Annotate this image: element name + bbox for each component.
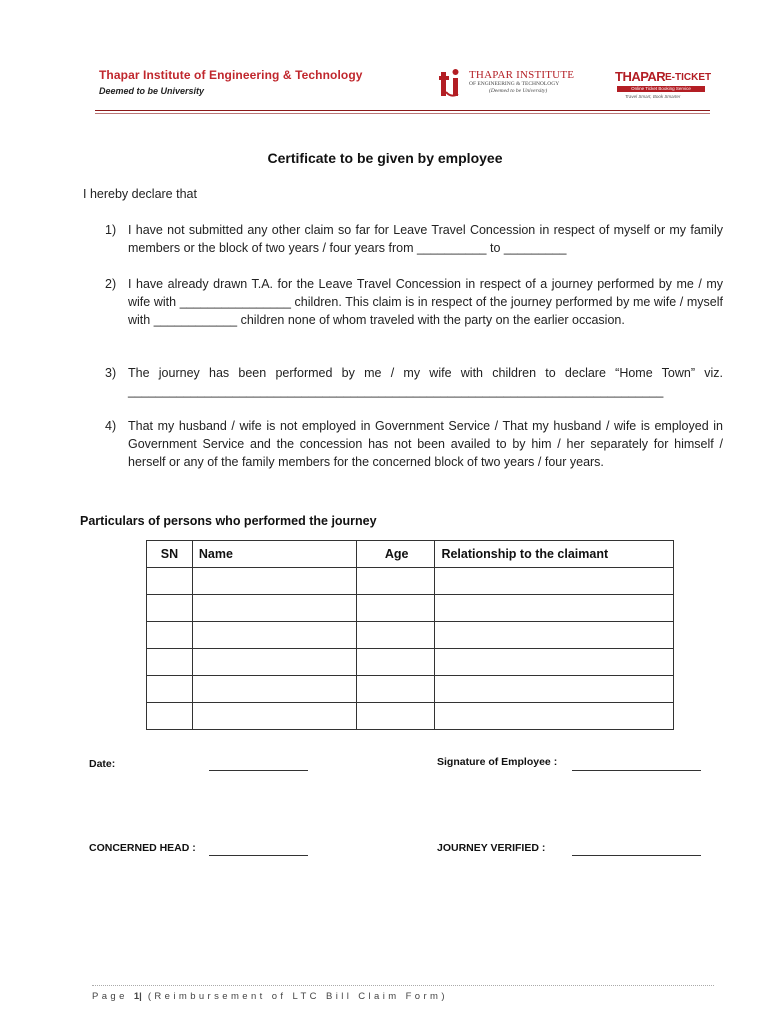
cell-relationship[interactable] xyxy=(435,568,674,595)
thapar-eticket-logo xyxy=(615,69,712,105)
ti-logo-title: THAPAR INSTITUTE xyxy=(469,69,575,81)
ti-logo-line1: OF ENGINEERING & TECHNOLOGY xyxy=(469,81,560,87)
concerned-head-label: CONCERNED HEAD : xyxy=(89,842,196,854)
employee-signature-label: Signature of Employee : xyxy=(437,756,558,768)
cell-name[interactable] xyxy=(192,649,356,676)
cell-age[interactable] xyxy=(356,622,435,649)
ti-logo-line2: (Deemed to be University) xyxy=(489,88,548,94)
particulars-heading: Particulars of persons who performed the journey xyxy=(80,514,377,528)
item-text: That my husband / wife is not employed in Government Service / That my husband / wife is employed in Government Service and the concession has not been availed to by him / her separately for himself / herself or any of the family members for the concerned block of two years / four years. xyxy=(128,419,723,469)
cell-age[interactable] xyxy=(356,703,435,730)
footer-separator: | xyxy=(139,991,142,1002)
persons-table xyxy=(146,540,674,730)
date-field-line[interactable] xyxy=(209,770,308,771)
footer-page-prefix: Page xyxy=(92,991,128,1002)
item-number: 3) xyxy=(105,366,117,380)
page-footer xyxy=(92,991,448,1002)
column-header-age: Age xyxy=(356,541,435,568)
table-row xyxy=(147,703,674,730)
cell-name[interactable] xyxy=(192,622,356,649)
cell-sn[interactable] xyxy=(147,676,193,703)
cell-sn[interactable] xyxy=(147,649,193,676)
declaration-intro: I hereby declare that xyxy=(83,187,197,201)
footer-doc-name: (Reimbursement of LTC Bill Claim Form) xyxy=(147,991,448,1002)
cell-name[interactable] xyxy=(192,595,356,622)
item-text: I have not submitted any other claim so far for Leave Travel Concession in respect of myself or my family members or the block of two years / four years from __________ to _________ xyxy=(128,223,723,255)
header-divider xyxy=(95,110,710,111)
eticket-tagline: Travel Smart, Book Smarter xyxy=(625,94,681,99)
cell-relationship[interactable] xyxy=(435,676,674,703)
item-number: 1) xyxy=(105,223,117,237)
footer-divider xyxy=(92,985,714,986)
institute-name: Thapar Institute of Engineering & Technology xyxy=(99,68,363,82)
declaration-item-1 xyxy=(105,221,723,257)
journey-verified-label: JOURNEY VERIFIED : xyxy=(437,842,546,854)
cell-relationship[interactable] xyxy=(435,649,674,676)
concerned-head-line[interactable] xyxy=(209,855,308,856)
table-row xyxy=(147,568,674,595)
column-header-name: Name xyxy=(192,541,356,568)
journey-verified-line[interactable] xyxy=(572,855,701,856)
eticket-brand: THAPAR xyxy=(615,69,666,84)
table-row xyxy=(147,595,674,622)
cell-sn[interactable] xyxy=(147,568,193,595)
column-header-relationship: Relationship to the claimant xyxy=(435,541,674,568)
footer-page-number: 1 xyxy=(133,991,140,1002)
table-row xyxy=(147,622,674,649)
cell-age[interactable] xyxy=(356,676,435,703)
cell-name[interactable] xyxy=(192,703,356,730)
document-header xyxy=(95,66,710,116)
declaration-item-3 xyxy=(105,364,723,400)
cell-age[interactable] xyxy=(356,568,435,595)
item-number: 2) xyxy=(105,277,117,291)
cell-relationship[interactable] xyxy=(435,703,674,730)
cell-age[interactable] xyxy=(356,649,435,676)
institute-subtitle: Deemed to be University xyxy=(99,86,205,96)
cell-sn[interactable] xyxy=(147,622,193,649)
eticket-product: E-TICKET xyxy=(665,72,712,83)
table-row xyxy=(147,649,674,676)
ti-logo-icon xyxy=(439,66,465,98)
header-divider-thin xyxy=(95,113,710,114)
column-header-sn: SN xyxy=(147,541,193,568)
cell-age[interactable] xyxy=(356,595,435,622)
cell-relationship[interactable] xyxy=(435,622,674,649)
declaration-item-4 xyxy=(105,417,723,471)
cell-name[interactable] xyxy=(192,676,356,703)
eticket-band: Online Ticket Booking Service xyxy=(617,86,705,92)
cell-relationship[interactable] xyxy=(435,595,674,622)
table-header-row xyxy=(147,541,674,568)
document-title: Certificate to be given by employee xyxy=(267,150,503,166)
item-number: 4) xyxy=(105,419,117,433)
table-row xyxy=(147,676,674,703)
item-text: I have already drawn T.A. for the Leave Travel Concession in respect of a journey performed by me / my wife with ________________ children. This claim is in respect of the journey performed by me wife / myself with ____________ children none of whom traveled with the party on the earlier occasion. xyxy=(128,277,723,327)
employee-signature-line[interactable] xyxy=(572,770,701,771)
thapar-institute-logo xyxy=(439,66,589,100)
item-text: The journey has been performed by me / my wife with children to declare “Home Town” viz. _____________________________________________________________________________ xyxy=(128,366,723,398)
declaration-item-2 xyxy=(105,275,723,329)
cell-name[interactable] xyxy=(192,568,356,595)
date-label: Date: xyxy=(89,758,116,770)
cell-sn[interactable] xyxy=(147,595,193,622)
cell-sn[interactable] xyxy=(147,703,193,730)
